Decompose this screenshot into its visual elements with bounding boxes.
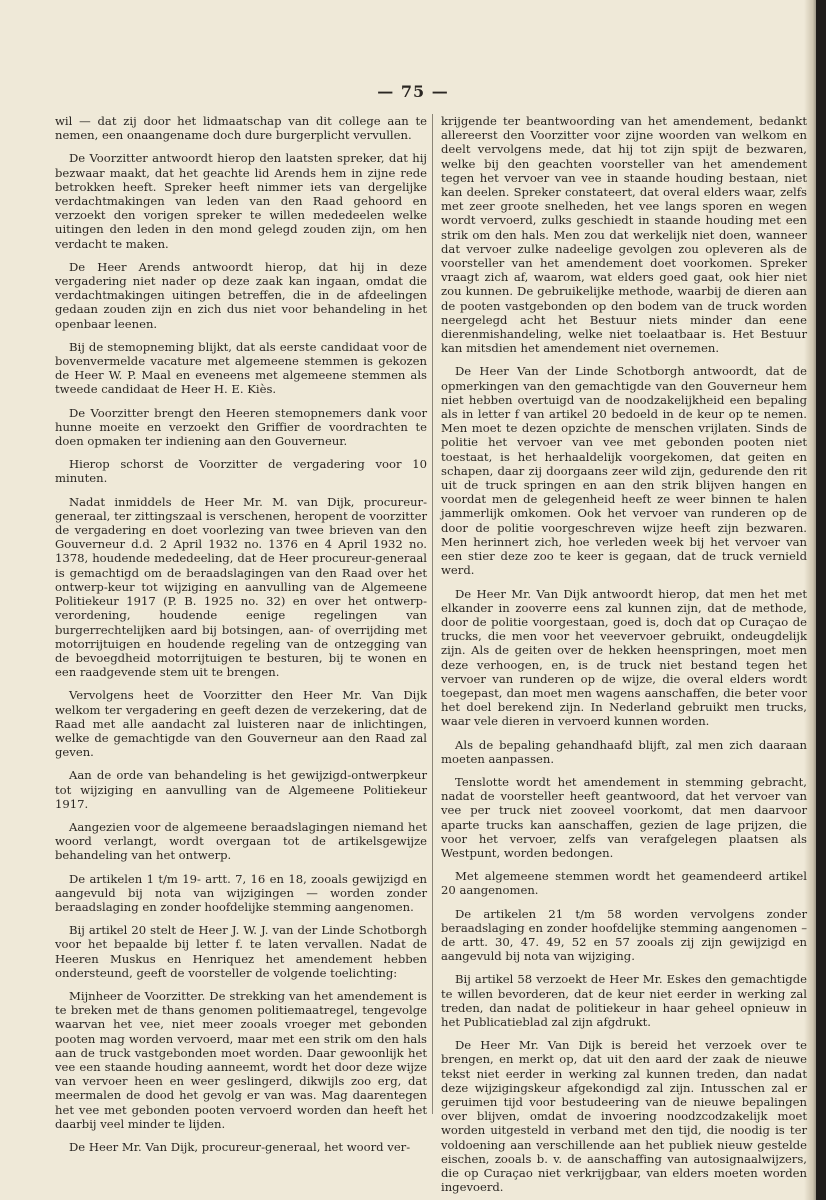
column-divider (432, 114, 433, 1114)
paragraph: De Heer Arends antwoordt hierop, dat hij in deze vergadering niet nader op deze zaak kan ingaan, omdat die verdachtmakingen uitingen betreffen, die in de afdeelingen gedaan zouden zijn en zich dus niet voor behandeling in het openbaar leenen. (55, 259, 427, 331)
paragraph: Bij artikel 20 stelt de Heer J. W. J. van der Linde Schotborgh voor het bepaalde bij letter f. te laten vervallen. Nadat de Heeren Muskus en Henriquez het amendement hebben ondersteund, geeft de voorsteller de volgende toelichting: (55, 923, 427, 980)
paragraph: Tenslotte wordt het amendement in stemming gebracht, nadat de voorsteller heeft geantwoord, dat het vervoer van vee per truck niet zooveel voorkomt, dat men daarvoor aparte trucks kan aanschaffen, gezien de lage prijzen, die voor het vervoer, zelfs van verafgelegen plaatsen als Westpunt, worden bedongen. (441, 774, 807, 860)
paragraph: krijgende ter beantwoording van het amendement, bedankt allereerst den Voorzitter voor zijne woorden van welkom en deelt vervolgens mede, dat hij tot zijn spijt de bezwaren, welke bij den geachten voorsteller van het amendement tegen het vervoer van vee in staande houding bestaan, niet kan deelen. Spreker constateert, dat overal elders waar, zelfs met zeer groote snelheden, het vee langs sporen en wegen wordt vervoerd, zulks geschiedt in staande houding met een strik om den hals. Men zou dat werkelijk niet doen, wanneer dat vervoer zulke nadeelige gevolgen zou opleveren als de voorsteller van het amendement doet voorkomen. Spreker vraagt zich af, waarom, wat elders goed gaat, ook hier niet zou kunnen. De gebruikelijke methode, waarbij de dieren aan de pooten vastgebonden op den bodem van de truck worden neergelegd acht het Bestuur niets minder dan eene dierenmishandeling, welke niet toelaatbaar is. Het Bestuur kan mitsdien het amendement niet overnemen. (441, 114, 807, 356)
paragraph: Aangezien voor de algemeene beraadslagingen niemand het woord verlangt, wordt overgaan tot de artikelsgewijze behandeling van het ontwerp. (55, 819, 427, 863)
left-column (55, 114, 427, 1154)
binding-edge (816, 0, 826, 1200)
paragraph: Aan de orde van behandeling is het gewijzigd-ontwerpkeur tot wijziging en aanvulling van de Algemeene Politiekeur 1917. (55, 768, 427, 811)
paragraph: Met algemeene stemmen wordt het geamendeerd artikel 20 aangenomen. (441, 869, 807, 898)
paragraph: Bij de stemopneming blijkt, dat als eerste candidaat voor de bovenvermelde vacature met algemeene stemmen is gekozen de Heer W. P. Maal en eveneens met algemeene stemmen als tweede candidaat de Heer H. E. Kiès. (55, 339, 427, 397)
paragraph: De Heer Mr. Van Dijk antwoordt hierop, dat men het met elkander in zooverre eens zal kunnen zijn, dat de methode, door de politie voorgestaan, goed is, doch dat op Curaçao de trucks, die men voor het veevervoer gebruikt, ondeugdelijk zijn. Als de geiten over de hekken heenspringen, moet men deze verhoogen, en, is de truck niet bestand tegen het vervoer van runderen op de wijze, die overal elders wordt toegepast, dan moet men wagens aanschaffen, die beter voor het doel berekend zijn. In Nederland gebruikt men trucks, waar vele dieren in vervoerd kunnen worden. (441, 586, 807, 729)
page-number: — 75 — (377, 82, 449, 101)
paragraph: De artikelen 1 t/m 19- artt. 7, 16 en 18, zooals gewijzigd en aangevuld bij nota van wijzigingen — worden zonder beraadslaging en zonder hoofdelijke stemming aangenomen. (55, 871, 427, 914)
paragraph: Bij artikel 58 verzoekt de Heer Mr. Eskes den gemachtigde te willen bevorderen, dat de keur niet eerder in werking zal treden, dan nadat de politiekeur in haar geheel opnieuw in het Publicatieblad zal zijn afgdrukt. (441, 972, 807, 1029)
paragraph: De artikelen 21 t/m 58 worden vervolgens zonder beraadslaging en zonder hoofdelijke stemming aangenomen – de artt. 30, 47. 49, 52 en 57 zooals zij zijn gewijzigd en aangevuld bij nota van wijziging. (441, 906, 807, 964)
paragraph: Nadat inmiddels de Heer Mr. M. van Dijk, procureur-generaal, ter zittingszaal is verschenen, heropent de voorzitter de vergadering en doet voorlezing van twee brieven van den Gouverneur d.d. 2 April 1932 no. 1376 en 4 April 1932 no. 1378, houdende mededeeling, dat de Heer procureur-generaal is gemachtigd om de beraadslagingen van den Raad over het ontwerp-keur tot wijziging en aanvulling van de Algemeene Politiekeur 1917 (P. B. 1925 no. 32) en over het ontwerp-verordening, houdende eenige regelingen van burgerrechtelijken aard bij botsingen, aan- of overrijding met motorrijtuigen en houdende regeling van de ontzegging van de bevoegdheid motorrijtuigen te besturen, bij te wonen en een raadgevende stem uit te brengen. (55, 494, 427, 680)
paragraph: De Heer Mr. Van Dijk, procureur-generaal, het woord ver- (69, 1140, 411, 1154)
paragraph: wil — dat zij door het lidmaatschap van dit college aan te nemen, een onaangename doch dure burgerplicht vervullen. (55, 114, 427, 143)
paragraph: De Heer Mr. Van Dijk is bereid het verzoek over te brengen, en merkt op, dat uit den aard der zaak de nieuwe tekst niet eerder in werking zal kunnen treden, dan nadat deze wijzigingskeur afgekondigd zal zijn. Intusschen zal er geruimen tijd voor bestudeering van de nieuwe bepalingen over blijven, omdat de invoering noodzcodzakelijk moet worden uitgesteld in verband met den tijd, die noodig is ter voldoening aan verschillende aan het publiek nieuw gestelde eischen, zooals b. v. de aanschaffing van autosignaalwijzers, die op Curaçao niet verkrijgbaar, van elders moeten worden ingevoerd. (441, 1038, 807, 1195)
paragraph: Hierop schorst de Voorzitter de vergadering voor 10 minuten. (55, 457, 427, 486)
paragraph: De Voorzitter brengt den Heeren stemopnemers dank voor hunne moeite en verzoekt den Griffier de voordrachten te doen opmaken ter indiening aan den Gouverneur. (55, 405, 427, 449)
paragraph: Als de bepaling gehandhaafd blijft, zal men zich daaraan moeten aanpassen. (441, 737, 807, 766)
paragraph: Vervolgens heet de Voorzitter den Heer Mr. Van Dijk welkom ter vergadering en geeft dezen de verzekering, dat de Raad met alle aandacht zal luisteren naar de inlichtingen, welke de gemachtigde van den Gouverneur aan den Raad zal geven. (55, 688, 427, 760)
paragraph: De Voorzitter antwoordt hierop den laatsten spreker, dat hij bezwaar maakt, dat het geachte lid Arends hem in zijne rede betrokken heeft. Spreker heeft nimmer iets van dergelijke verdachtmakingen van leden van den Raad gehoord en verzoekt den vorigen spreker te willen mededeelen welke uitingen den leden in den mond gelegd zouden zijn, om hen verdacht te maken. (55, 151, 427, 251)
right-column (441, 114, 807, 1195)
paragraph: De Heer Van der Linde Schotborgh antwoordt, dat de opmerkingen van den gemachtigde van den Gouverneur hem niet hebben overtuigd van de noodzakelijkheid een bepaling als in letter f van artikel 20 bedoeld in de keur op te nemen. Men moet te dezen opzichte de menschen vrijlaten. Sinds de politie het vervoer van vee met gebonden pooten niet toestaat, is het herhaaldelijk voorgekomen, dat geiten en schapen, daar zij doorgaans zeer wild zijn, gedurende den rit uit de truck springen en aan den strik blijven hangen en voordat men de gelegenheid heeft ze weer binnen te halen jammerlijk omkomen. Ook het vervoer van runderen op de door de politie voorgeschreven wijze heeft zijn bezwaren. Men herinnert zich, hoe verleden week bij het vervoer van een stier deze zoo te keer is gegaan, dat de truck vernield werd. (441, 364, 807, 578)
paragraph: Mijnheer de Voorzitter. De strekking van het amendement is te breken met de thans genomen politiemaatregel, tengevolge waarvan het vee, niet meer zooals vroeger met gebonden pooten mag worden vervoerd, maar met een strik om den hals aan de truck vastgebonden moet worden. Daar gewoonlijk het vee een staande houding aanneemt, wordt het door deze wijze van vervoer heen en weer geslingerd, dikwijls zoo erg, dat meermalen de dood het gevolg er van was. Mag daarentegen het vee met gebonden pooten vervoerd worden dan heeft het daarbij veel minder te lijden. (55, 988, 427, 1131)
